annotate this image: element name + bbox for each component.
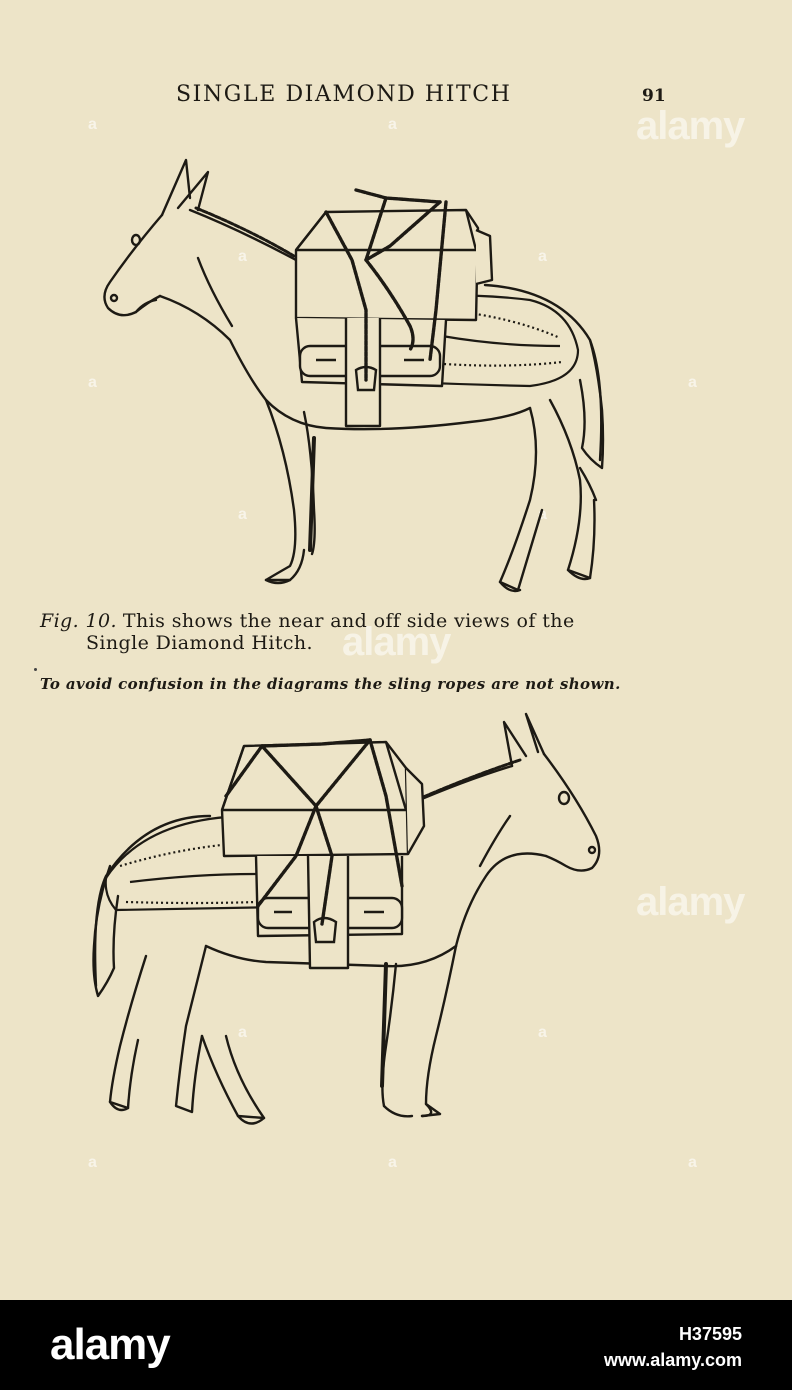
mule-illustration-off-side: [86, 706, 616, 1136]
running-head: SINGLE DIAMOND HITCH: [176, 82, 512, 107]
watermark-mark: a: [238, 506, 247, 523]
alamy-logo: alamy: [50, 1320, 170, 1369]
image-id: H37595: [678, 1324, 742, 1344]
watermark-mark: a: [88, 1154, 97, 1171]
print-speck: [34, 668, 37, 671]
watermark-logo: alamy: [342, 620, 451, 664]
watermark-mark: a: [688, 374, 697, 391]
stock-footer: [0, 1300, 792, 1390]
watermark-mark: a: [238, 248, 247, 265]
watermark-mark: a: [88, 116, 97, 133]
caption-line-1: This shows the near and off side views of the: [122, 610, 575, 632]
figure-note: To avoid confusion in the diagrams the sling ropes are not shown.: [40, 675, 621, 693]
watermark-mark: a: [538, 506, 547, 523]
page-number: 91: [642, 86, 666, 106]
watermark-mark: a: [538, 248, 547, 265]
watermark-logo: alamy: [636, 104, 745, 148]
watermark-mark: a: [538, 1024, 547, 1041]
caption-line-2: Single Diamond Hitch.: [86, 632, 313, 654]
figure-caption: [40, 610, 680, 654]
site-url: www.alamy.com: [603, 1350, 742, 1370]
figure-label: Fig. 10.: [40, 610, 117, 632]
mule-illustration-near-side: [90, 150, 620, 605]
watermark-mark: a: [688, 1154, 697, 1171]
watermark-mark: a: [388, 116, 397, 133]
watermark-logo: alamy: [636, 880, 745, 924]
watermark-mark: a: [388, 1154, 397, 1171]
watermark-mark: a: [238, 1024, 247, 1041]
watermark-mark: a: [88, 374, 97, 391]
